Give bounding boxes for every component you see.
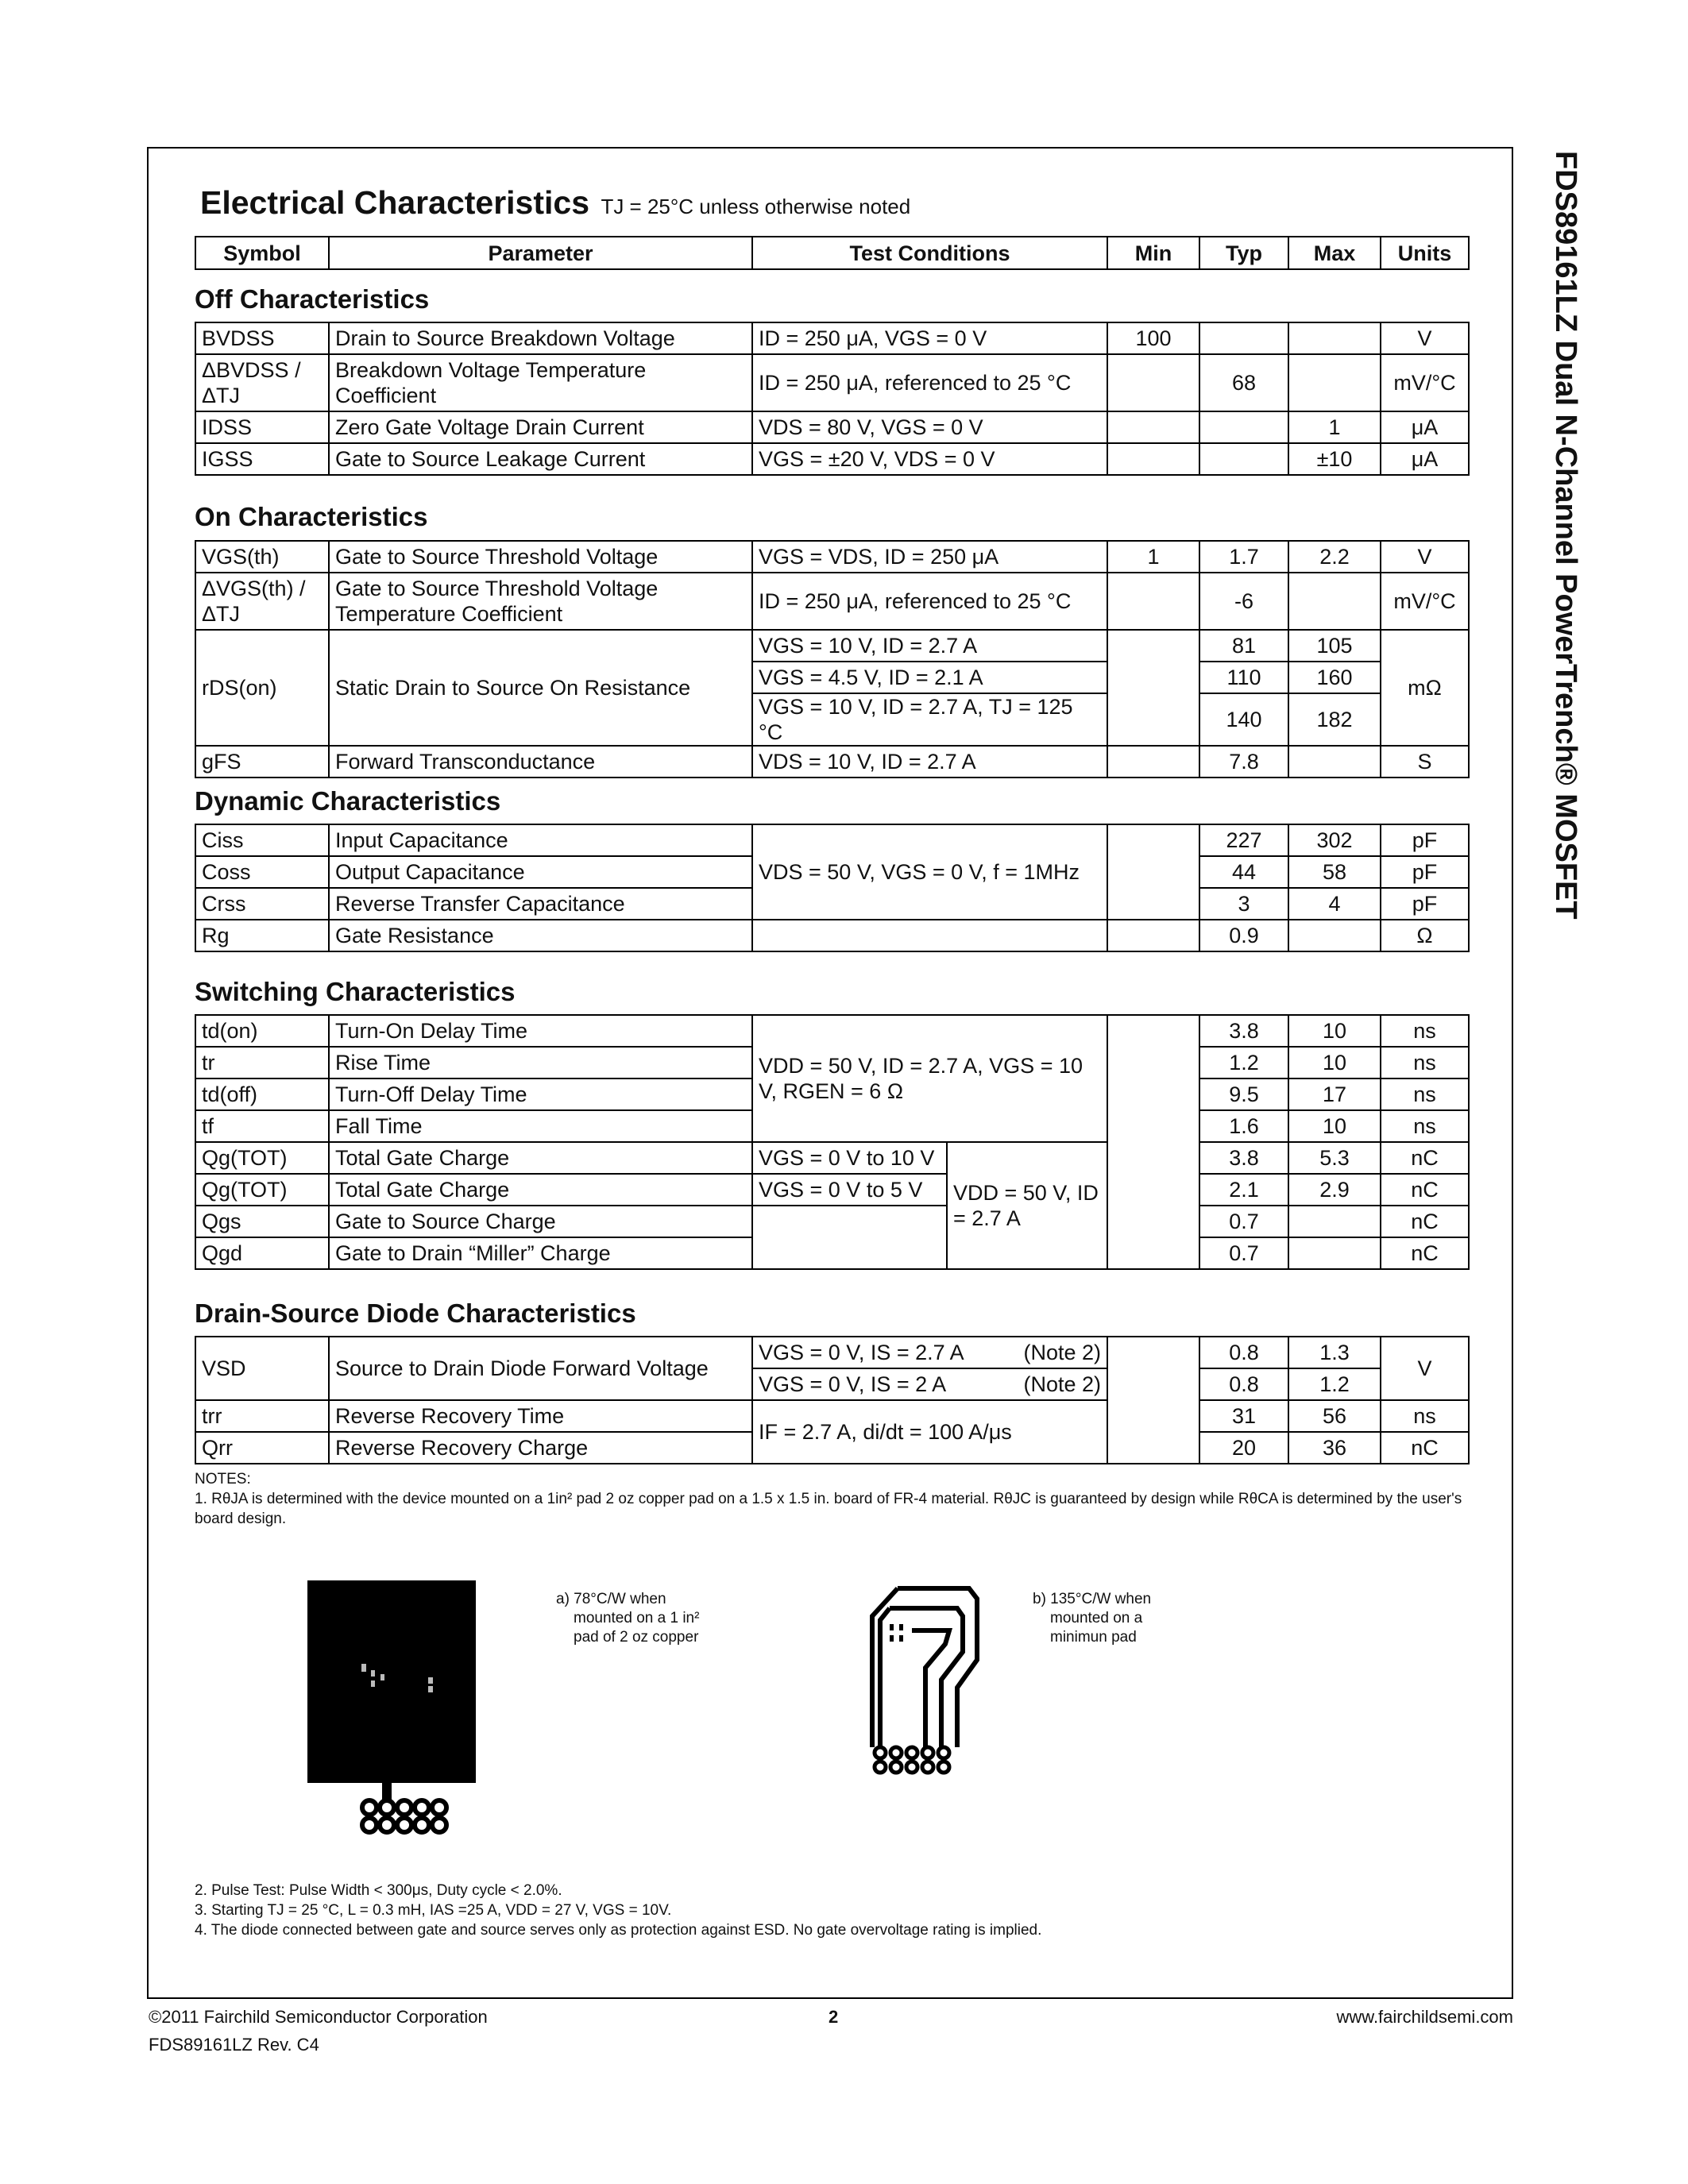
typ: 0.9 [1199,920,1288,951]
col-parameter: Parameter [329,237,752,269]
parameter: Output Capacitance [329,856,752,888]
condition: VGS = 0 V to 10 V [752,1142,947,1174]
condition-shared: VDD = 50 V, ID = 2.7 A [947,1142,1107,1269]
symbol: rDS(on) [195,630,329,746]
col-max: Max [1288,237,1381,269]
unit: ns [1381,1047,1469,1078]
condition: VDS = 80 V, VGS = 0 V [752,411,1107,443]
symbol: Qgd [195,1237,329,1269]
table-row [195,920,1469,951]
parameter: Gate to Source Charge [329,1206,752,1237]
min [1107,573,1199,630]
pad-mark [380,1674,384,1680]
max: 5.3 [1288,1142,1381,1174]
parameter: Gate to Source Threshold Voltage [329,541,752,573]
typ: 7.8 [1199,746,1288,778]
symbol: Crss [195,888,329,920]
section-dynamic: Dynamic Characteristics [195,786,501,816]
condition: VDS = 50 V, VGS = 0 V, f = 1MHz [752,824,1107,920]
symbol: td(off) [195,1078,329,1110]
typ: 110 [1199,662,1288,693]
parameter: Zero Gate Voltage Drain Current [329,411,752,443]
typ [1199,411,1288,443]
table-row [195,541,1469,573]
title-condition: TJ = 25°C unless otherwise noted [601,195,911,218]
note-1: 1. RθJA is determined with the device mounted on a 1in² pad 2 oz copper pad on a 1.5 x 1.5 in. board of FR-4 material. RθJC is guaranteed by design while RθCA is determined by the user's board design. [195,1491,1462,1527]
section-switching: Switching Characteristics [195,977,516,1006]
footer-part-number: FDS89161LZ Rev. C4 [149,2035,319,2055]
condition: VGS = ±20 V, VDS = 0 V [752,443,1107,475]
typ [1199,443,1288,475]
pad-mark [361,1664,366,1672]
min [1107,411,1199,443]
table-row [195,1400,1469,1432]
parameter: Rise Time [329,1047,752,1078]
symbol: IDSS [195,411,329,443]
unit: nC [1381,1237,1469,1269]
typ: 1.6 [1199,1110,1288,1142]
max: 1 [1288,411,1381,443]
max: 36 [1288,1432,1381,1464]
typ: 0.8 [1199,1337,1288,1368]
symbol: Ciss [195,824,329,856]
max: 58 [1288,856,1381,888]
unit: S [1381,746,1469,778]
table-row [195,573,1469,630]
condition: VGS = 4.5 V, ID = 2.1 A [752,662,1107,693]
symbol: Qg(TOT) [195,1142,329,1174]
parameter: Input Capacitance [329,824,752,856]
condition: VGS = 0 V, IS = 2.7 A (Note 2) [752,1337,1107,1368]
typ: 3.8 [1199,1142,1288,1174]
pad-mark [428,1677,433,1684]
table-row [195,1015,1469,1047]
typ: 3 [1199,888,1288,920]
condition: ID = 250 μA, referenced to 25 °C [752,354,1107,411]
parameter: Reverse Recovery Charge [329,1432,752,1464]
symbol: Rg [195,920,329,951]
unit: Ω [1381,920,1469,951]
condition: ID = 250 μA, VGS = 0 V [752,322,1107,354]
condition: VGS = VDS, ID = 250 μA [752,541,1107,573]
max: 4 [1288,888,1381,920]
notes-block-2 [195,1881,1481,1940]
unit: pF [1381,888,1469,920]
symbol: BVDSS [195,322,329,354]
on-table [195,540,1470,778]
unit: ns [1381,1400,1469,1432]
footer-copyright: ©2011 Fairchild Semiconductor Corporation [149,2007,488,2027]
condition: VGS = 0 V to 5 V [752,1174,947,1206]
max [1288,746,1381,778]
typ: 9.5 [1199,1078,1288,1110]
parameter: Forward Transconductance [329,746,752,778]
unit: mV/°C [1381,354,1469,411]
footer-url[interactable]: www.fairchildsemi.com [1336,2007,1513,2027]
min [1107,443,1199,475]
condition: IF = 2.7 A, di/dt = 100 A/μs [752,1400,1107,1464]
figure-a-large-pad [306,1580,481,1843]
unit: μA [1381,443,1469,475]
min: 100 [1107,322,1199,354]
parameter: Gate to Source Threshold Voltage Temperature Coefficient [329,573,752,630]
min [1107,630,1199,746]
typ: 140 [1199,693,1288,746]
min [1107,1015,1199,1269]
condition [752,1206,947,1269]
typ: 0.8 [1199,1368,1288,1400]
symbol: tr [195,1047,329,1078]
max [1288,322,1381,354]
connector-pins [875,1747,949,1773]
max: 182 [1288,693,1381,746]
diode-table [195,1336,1470,1464]
max: 10 [1288,1047,1381,1078]
min [1107,746,1199,778]
unit: mΩ [1381,630,1469,746]
typ: 2.1 [1199,1174,1288,1206]
symbol: VGS(th) [195,541,329,573]
figure-b-caption: b) 135°C/W when mounted on a minimun pad [1033,1591,1152,1646]
parameter: Total Gate Charge [329,1142,752,1174]
max: 10 [1288,1015,1381,1047]
note-3: 3. Starting TJ = 25 °C, L = 0.3 mH, IAS =25 A, VDD = 27 V, VGS = 10V. [195,1902,672,1919]
symbol: gFS [195,746,329,778]
section-diode: Drain-Source Diode Characteristics [195,1298,636,1328]
table-row [195,1142,1469,1174]
copper-pad [307,1580,476,1783]
max: 2.9 [1288,1174,1381,1206]
parameter: Turn-On Delay Time [329,1015,752,1047]
figure-b-minimum-pad [866,1584,985,1775]
max: 1.3 [1288,1337,1381,1368]
table-row [195,322,1469,354]
trace [382,1783,392,1800]
unit: V [1381,541,1469,573]
condition: VDD = 50 V, ID = 2.7 A, VGS = 10 V, RGEN = 6 Ω [752,1015,1107,1142]
symbol: IGSS [195,443,329,475]
notes-block [195,1469,1481,1529]
parameter: Total Gate Charge [329,1174,752,1206]
typ: 0.7 [1199,1206,1288,1237]
typ: 1.7 [1199,541,1288,573]
parameter: Turn-Off Delay Time [329,1078,752,1110]
table-row [195,354,1469,411]
parameter: Static Drain to Source On Resistance [329,630,752,746]
parameter: Gate to Drain “Miller” Charge [329,1237,752,1269]
pad-mark [899,1635,903,1642]
typ [1199,322,1288,354]
parameter: Gate to Source Leakage Current [329,443,752,475]
max: 2.2 [1288,541,1381,573]
col-symbol: Symbol [195,237,329,269]
symbol: Qrr [195,1432,329,1464]
max: 1.2 [1288,1368,1381,1400]
max [1288,1206,1381,1237]
unit: V [1381,1337,1469,1400]
section-on: On Characteristics [195,502,428,531]
header-table [195,236,1470,270]
pad-mark [890,1635,894,1642]
connector-pins [362,1800,446,1832]
symbol: ΔBVDSS / ΔTJ [195,354,329,411]
table-row [195,411,1469,443]
max: 302 [1288,824,1381,856]
condition: VGS = 10 V, ID = 2.7 A [752,630,1107,662]
condition [752,920,1107,951]
section-off: Off Characteristics [195,284,430,314]
figure-a-caption: a) 78°C/W when mounted on a 1 in² pad of 2 oz copper [556,1591,700,1646]
typ: 1.2 [1199,1047,1288,1078]
table-row [195,1174,1469,1206]
table-row [195,824,1469,856]
symbol: Qg(TOT) [195,1174,329,1206]
max: ±10 [1288,443,1381,475]
max: 17 [1288,1078,1381,1110]
sidebar-title: FDS89161LZ Dual N-Channel PowerTrench® MOSFET [1549,151,1582,920]
max: 160 [1288,662,1381,693]
condition: VGS = 0 V, IS = 2 A (Note 2) [752,1368,1107,1400]
typ: 3.8 [1199,1015,1288,1047]
unit: nC [1381,1432,1469,1464]
pad-mark [428,1686,433,1692]
condition: VGS = 10 V, ID = 2.7 A, TJ = 125 °C [752,693,1107,746]
unit: mV/°C [1381,573,1469,630]
unit: nC [1381,1174,1469,1206]
parameter: Drain to Source Breakdown Voltage [329,322,752,354]
pad-mark [890,1624,894,1630]
pad-mark [899,1624,903,1630]
notes-label: NOTES: [195,1471,251,1488]
parameter: Fall Time [329,1110,752,1142]
unit: μA [1381,411,1469,443]
symbol: trr [195,1400,329,1432]
typ: 31 [1199,1400,1288,1432]
col-typ: Typ [1199,237,1288,269]
parameter: Source to Drain Diode Forward Voltage [329,1337,752,1400]
typ: 20 [1199,1432,1288,1464]
typ: 227 [1199,824,1288,856]
max [1288,920,1381,951]
max [1288,573,1381,630]
table-row [195,1206,1469,1237]
typ: -6 [1199,573,1288,630]
col-test-conditions: Test Conditions [752,237,1107,269]
trace-lines [872,1588,977,1747]
unit: pF [1381,856,1469,888]
footer-page-number: 2 [829,2007,839,2027]
col-min: Min [1107,237,1199,269]
symbol: Qgs [195,1206,329,1237]
note-ref: (Note 2) [1023,1372,1101,1396]
parameter: Reverse Recovery Time [329,1400,752,1432]
min [1107,824,1199,920]
note-2: 2. Pulse Test: Pulse Width < 300μs, Duty cycle < 2.0%. [195,1882,562,1899]
unit: ns [1381,1110,1469,1142]
max: 10 [1288,1110,1381,1142]
switching-table [195,1014,1470,1270]
header-row [195,237,1469,269]
typ: 44 [1199,856,1288,888]
unit: V [1381,322,1469,354]
parameter: Gate Resistance [329,920,752,951]
unit: ns [1381,1078,1469,1110]
dynamic-table [195,824,1470,952]
symbol: VSD [195,1337,329,1400]
max: 56 [1288,1400,1381,1432]
min [1107,1337,1199,1464]
pad-mark [371,1680,375,1687]
pad-mark [371,1670,375,1677]
min [1107,354,1199,411]
max [1288,1237,1381,1269]
symbol: tf [195,1110,329,1142]
off-table [195,322,1470,476]
page-title [200,184,910,222]
table-row [195,746,1469,778]
symbol: ΔVGS(th) / ΔTJ [195,573,329,630]
note-4: 4. The diode connected between gate and source serves only as protection against ESD. No gate overvoltage rating is implied. [195,1922,1042,1939]
note-ref: (Note 2) [1023,1341,1101,1364]
typ: 0.7 [1199,1237,1288,1269]
condition: VDS = 10 V, ID = 2.7 A [752,746,1107,778]
min: 1 [1107,541,1199,573]
unit: nC [1381,1142,1469,1174]
parameter: Reverse Transfer Capacitance [329,888,752,920]
typ: 81 [1199,630,1288,662]
table-row [195,630,1469,662]
symbol: Coss [195,856,329,888]
title-text: Electrical Characteristics [200,184,589,221]
typ: 68 [1199,354,1288,411]
condition: ID = 250 μA, referenced to 25 °C [752,573,1107,630]
unit: pF [1381,824,1469,856]
symbol: td(on) [195,1015,329,1047]
max: 105 [1288,630,1381,662]
unit: nC [1381,1206,1469,1237]
parameter: Breakdown Voltage Temperature Coefficient [329,354,752,411]
col-units: Units [1381,237,1469,269]
unit: ns [1381,1015,1469,1047]
table-row [195,1337,1469,1368]
table-row [195,443,1469,475]
min [1107,920,1199,951]
max [1288,354,1381,411]
